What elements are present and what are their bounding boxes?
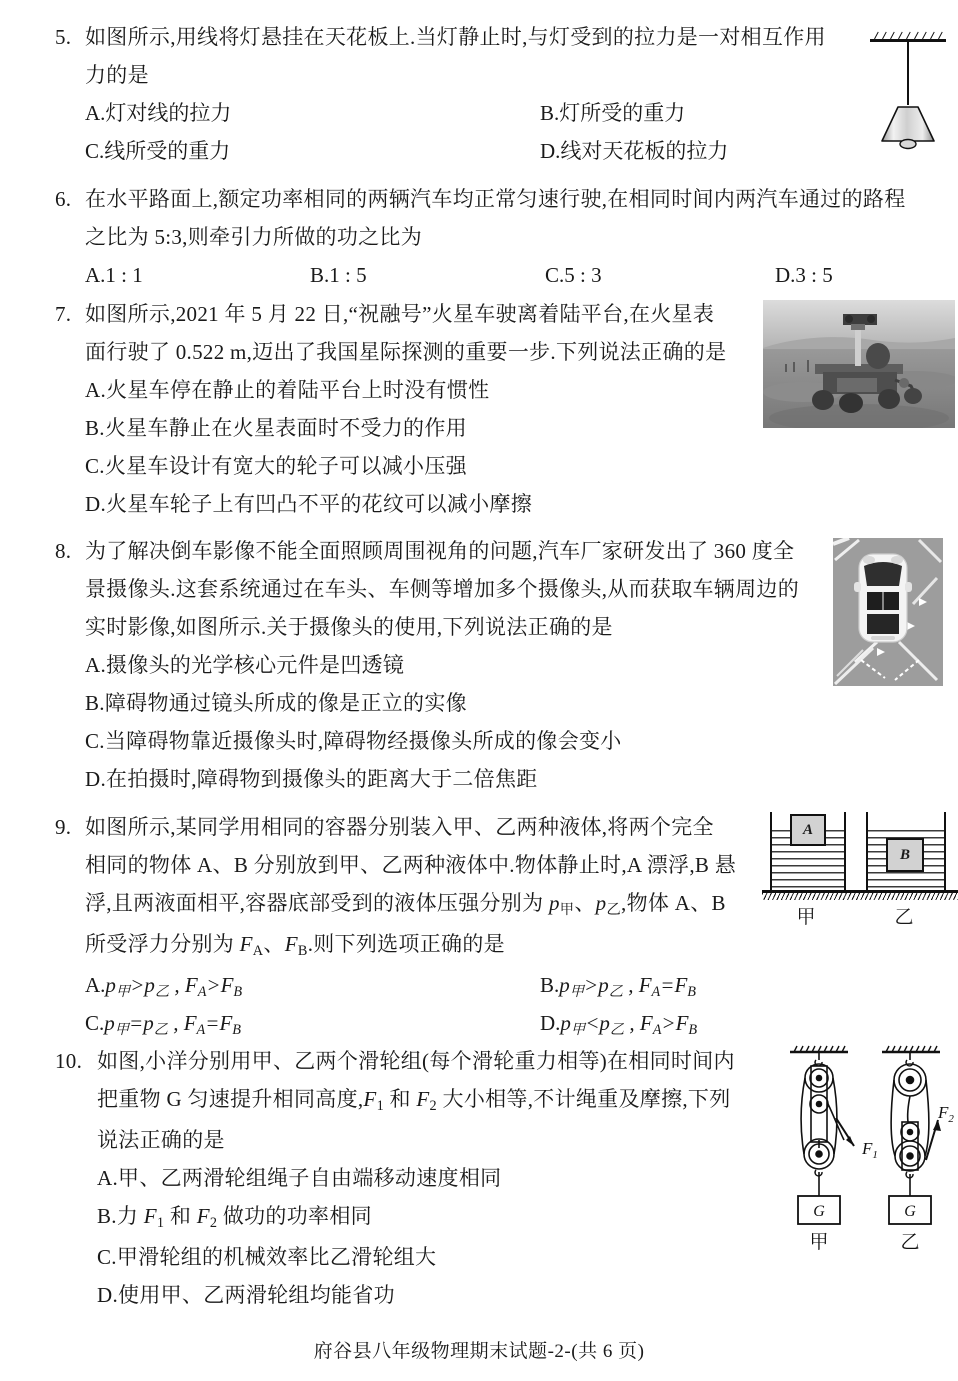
question-10-stem-text-1: 如图,小洋分别用甲、乙两个滑轮组(每个滑轮重力相等)在相同时间内	[97, 1049, 735, 1073]
question-7-stem-text-1: 如图所示,2021 年 5 月 22 日,“祝融号”火星车驶离着陆平台,在火星表	[85, 302, 715, 326]
beaker-label-jia: 甲	[796, 907, 816, 928]
question-7-option-c[interactable]: C.火星车设计有宽大的轮子可以减小压强	[85, 454, 467, 478]
question-7-option-d[interactable]: D.火星车轮子上有凹凸不平的花纹可以减小摩擦	[85, 492, 533, 516]
ground-hatching	[762, 893, 958, 900]
question-9-options-row-2	[55, 1004, 736, 1042]
question-7	[55, 295, 726, 523]
question-9-option-c[interactable]: $C.p_甲=p_乙$ , $F_A=F_B$	[85, 1011, 241, 1038]
question-8-stem-line-2	[55, 570, 799, 608]
question-5-option-c[interactable]: C.线所受的重力	[85, 139, 231, 163]
question-8-stem-line-3	[55, 608, 799, 646]
question-8-option-d[interactable]: D.在拍摄时,障碍物到摄像头的距离大于二倍焦距	[85, 767, 538, 791]
pulleys-figure	[786, 1044, 956, 1260]
question-8-stem-text-3: 实时影像,如图所示.关于摄像头的使用,下列说法正确的是	[85, 615, 613, 639]
question-10	[55, 1042, 735, 1314]
lamp-string	[907, 41, 909, 105]
question-10-stem-text-3: 说法正确的是	[97, 1128, 225, 1152]
question-7-option-b[interactable]: B.火星车静止在火星表面时不受力的作用	[85, 416, 467, 440]
question-10-stem-text-2: 把重物 G 匀速提升相同高度$,F_1$ 和 $F_2$ 大小相等,不计绳重及摩擦,下列	[97, 1087, 731, 1114]
question-6-option-a[interactable]: A.1 : 1	[85, 263, 143, 287]
question-7-stem-text-2: 面行驶了 0.522 m,迈出了我国星际探测的重要一步.下列说法正确的是	[85, 340, 727, 364]
beakers-figure	[762, 812, 958, 928]
question-9-stem-line-3	[55, 884, 736, 925]
car-top-view-image	[833, 538, 943, 686]
question-8	[55, 532, 799, 798]
question-8-option-c[interactable]: C.当障碍物靠近摄像头时,障碍物经摄像头所成的像会变小	[85, 729, 622, 753]
question-8-stem-line-1	[55, 532, 799, 570]
question-8-stem-text-1: 为了解决倒车影像不能全面照顾周围视角的问题,汽车厂家研发出了 360 度全	[85, 539, 795, 563]
question-5-number: 5.	[55, 25, 72, 49]
force-label-f2: $F_2$	[938, 1103, 954, 1125]
weight-label-left: G	[813, 1203, 825, 1220]
lamp-shade-icon	[866, 101, 954, 151]
question-9-option-d[interactable]: $D.p_甲<p_乙$ , $F_A>F_B$	[540, 1011, 698, 1038]
question-8-stem-text-2: 景摄像头.这套系统通过在车头、车侧等增加多个摄像头,从而获取车辆周边的	[85, 577, 799, 601]
question-7-option-a[interactable]: A.火星车停在静止的着陆平台上时没有惯性	[85, 378, 490, 402]
question-6-stem-line-2	[55, 218, 906, 256]
question-9-options-row-1	[55, 966, 736, 1004]
question-7-number: 7.	[55, 302, 72, 326]
question-9-stem-text-1: 如图所示,某同学用相同的容器分别装入甲、乙两种液体,将两个完全	[85, 815, 714, 839]
mars-rover-photo	[763, 300, 955, 428]
question-5-option-b[interactable]: B.灯所受的重力	[540, 101, 686, 125]
question-7-stem-line-1	[55, 295, 726, 333]
question-9-option-b[interactable]: $B.p_甲>p_乙$ , $F_A=F_B$	[540, 973, 696, 1000]
question-6-options-row	[55, 256, 906, 294]
question-8-option-b[interactable]: B.障碍物通过镜头所成的像是正立的实像	[85, 691, 467, 715]
pulley-systems-diagram	[786, 1044, 956, 1260]
question-5-stem-line-1	[55, 18, 826, 56]
lamp-figure	[866, 16, 954, 142]
question-6-stem-text-2: 之比为 5:3,则牵引力所做的功之比为	[85, 225, 423, 249]
question-6-number: 6.	[55, 187, 72, 211]
question-10-number: 10.	[55, 1049, 83, 1073]
question-6-stem-text-1: 在水平路面上,额定功率相同的两辆汽车均正常匀速行驶,在相同时间内两汽车通过的路程	[85, 187, 906, 211]
question-10-stem-line-3	[55, 1121, 735, 1159]
block-b: B	[886, 838, 924, 872]
weight-label-right: G	[904, 1203, 916, 1220]
question-5	[55, 18, 826, 170]
question-9-stem-text-3: 浮,且两液面相平,容器底部受到的液体压强分别为 $p_甲$、$p_乙$,物体 A、B	[85, 891, 726, 918]
question-6-option-b[interactable]: B.1 : 5	[310, 263, 367, 287]
question-9-stem-line-1	[55, 808, 736, 846]
question-5-options-row-1	[55, 94, 826, 132]
question-9-stem-text-2: 相同的物体 A、B 分别放到甲、乙两种液体中.物体静止时,A 漂浮,B 悬	[85, 853, 737, 877]
question-9-number: 9.	[55, 815, 72, 839]
question-8-number: 8.	[55, 539, 72, 563]
question-10-option-d[interactable]: D.使用甲、乙两滑轮组均能省功	[97, 1283, 395, 1307]
question-9-option-a[interactable]: $A.p_甲>p_乙$ , $F_A>F_B$	[85, 973, 243, 1000]
question-5-stem-text-2: 力的是	[85, 63, 149, 87]
beaker-label-yi: 乙	[894, 907, 914, 928]
question-5-options-row-2	[55, 132, 826, 170]
question-8-option-a[interactable]: A.摄像头的光学核心元件是凹透镜	[85, 653, 405, 677]
force-label-f1: $F_1$	[862, 1139, 878, 1161]
question-5-option-d[interactable]: D.线对天花板的拉力	[540, 139, 729, 163]
question-7-stem-line-2	[55, 333, 726, 371]
question-6-option-d[interactable]: D.3 : 5	[775, 263, 833, 287]
mars-rover-image	[763, 300, 955, 428]
question-6-stem-line-1	[55, 180, 906, 218]
question-6-option-c[interactable]: C.5 : 3	[545, 263, 602, 287]
question-6	[55, 180, 906, 294]
question-5-option-a[interactable]: A.灯对线的拉力	[85, 101, 232, 125]
question-9-stem-line-4	[55, 925, 736, 966]
question-10-option-c[interactable]: C.甲滑轮组的机械效率比乙滑轮组大	[97, 1245, 437, 1269]
question-10-option-b[interactable]: B.力 $F_1$ 和 $F_2$ 做功的功率相同	[97, 1204, 372, 1231]
question-5-stem-text-1: 如图所示,用线将灯悬挂在天花板上.当灯静止时,与灯受到的拉力是一对相互作用	[85, 25, 826, 49]
car-360-camera-photo	[833, 538, 943, 686]
pulley-label-jia: 甲	[809, 1232, 829, 1253]
question-9-stem-text-4: 所受浮力分别为 $F_A$、$F_B$.则下列选项正确的是	[85, 932, 505, 959]
question-5-stem-line-2	[55, 56, 826, 94]
question-9-stem-line-2	[55, 846, 736, 884]
page-footer: 府谷县八年级物理期末试题-2-(共 6 页)	[313, 1341, 645, 1362]
block-a: A	[790, 814, 826, 846]
question-10-option-a[interactable]: A.甲、乙两滑轮组绳子自由端移动速度相同	[97, 1166, 502, 1190]
question-10-stem-line-1	[55, 1042, 735, 1080]
question-9	[55, 808, 736, 1042]
pulley-label-yi: 乙	[900, 1232, 920, 1253]
question-10-stem-line-2	[55, 1080, 735, 1121]
